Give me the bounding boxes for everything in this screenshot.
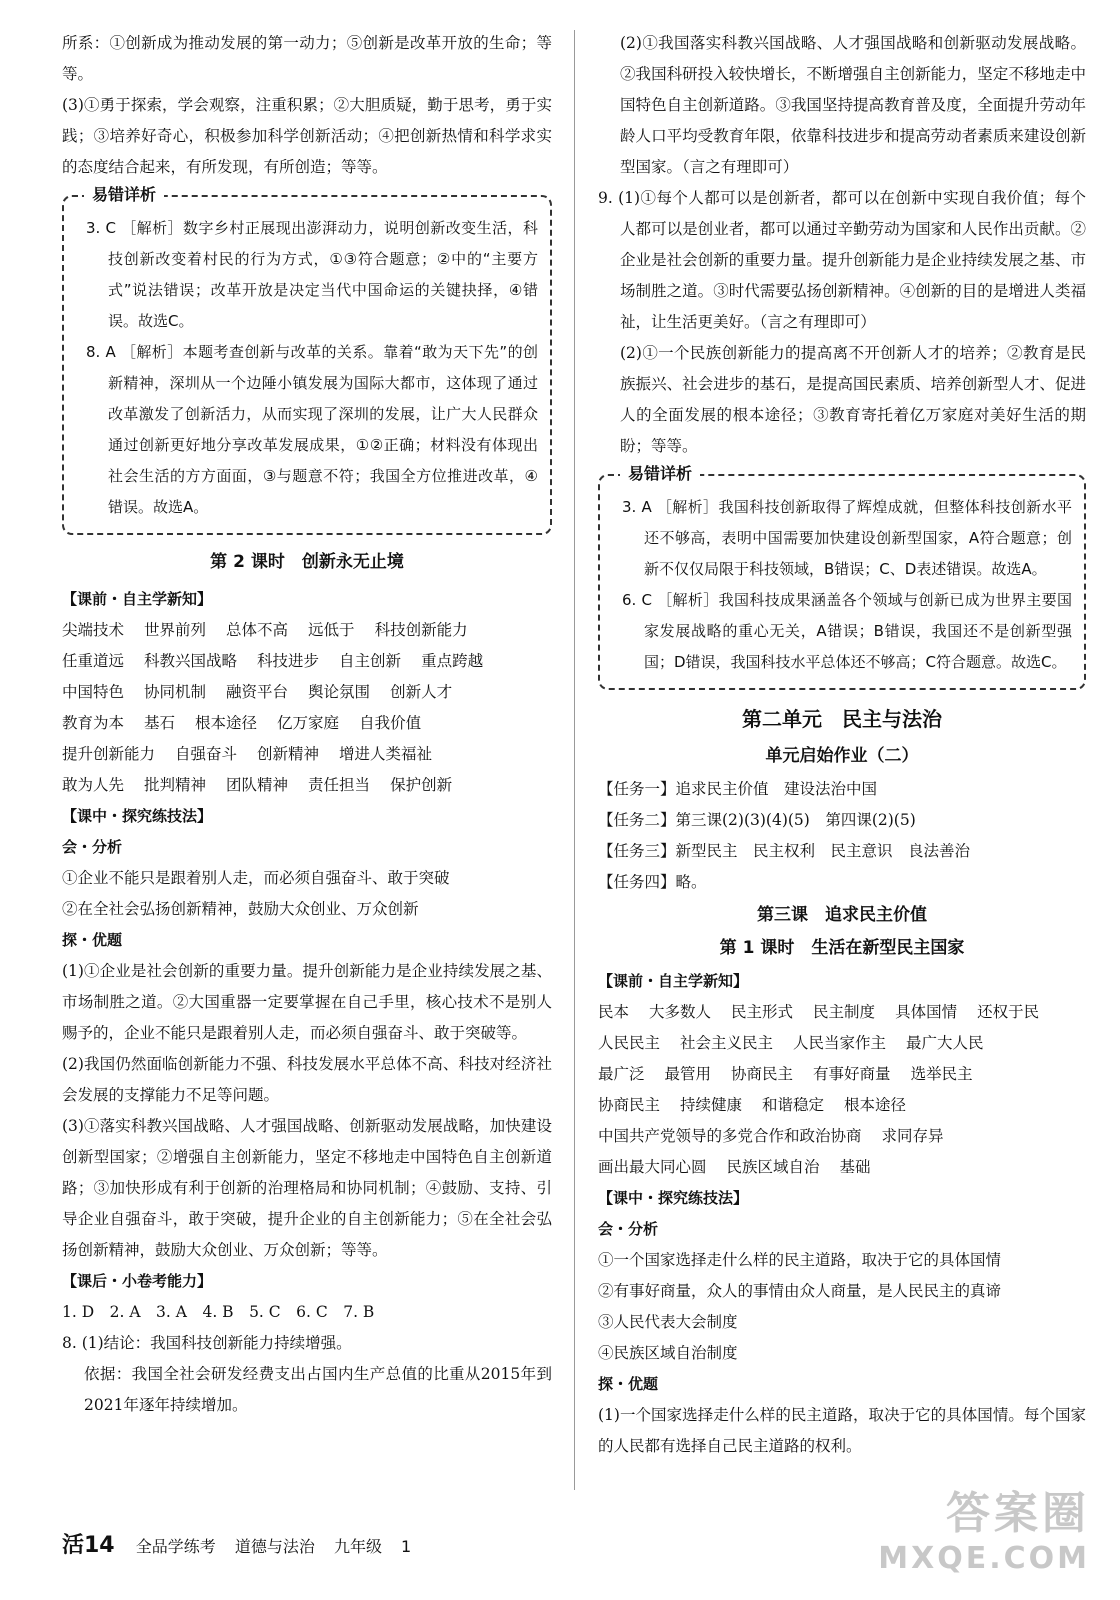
right-in-class-tag: 【课中・探究练技法】 [598, 1189, 749, 1207]
left-error-item-3: 3. C ［解析］数字乡村正展现出澎湃动力，说明创新改变生活，科技创新改变着村民的行为方式，①③符合题意；②中的“主要方式”说法错误；改革开放是决定当代中国命运的关键抉择，④错误。故选C。 [86, 219, 538, 330]
right-error-item-6: 6. C ［解析］我国科技成果涵盖各个领域与创新已成为世界主要国家发展战略的重心无关，A错误；B错误，我国还不是创新型强国；D错误，我国科技水平总体还不够高；C符合题意。故选C。 [622, 591, 1072, 671]
page-number-brand: 活14 [62, 1533, 115, 1558]
keyword: 自主创新 [339, 652, 402, 670]
task-2: 【任务二】第三课(2)(3)(4)(5) 第四课(2)(5) [598, 811, 916, 829]
keyword: 民本 [598, 1003, 630, 1021]
keyword: 根本途径 [844, 1096, 907, 1114]
keyword: 最管用 [664, 1065, 712, 1083]
keyword-row [62, 770, 552, 801]
left-error-item-8: 8. A ［解析］本题考查创新与改革的关系。靠着“敢为天下先”的创新精神，深圳从一个边陲小镇发展为国际大都市，这体现了通过改革激发了创新活力，从而实现了深圳的发展，让广大人民群众通过创新更好地分享改革发展成果，①②正确；材料没有体现出社会生活的方方面面，③与题意不符；我国全方位推进改革，④错误。故选A。 [86, 343, 538, 516]
right-analysis-line-2: ②有事好商量，众人的事情由众人商量，是人民民主的真谛 [598, 1282, 1002, 1300]
left-analysis-label: 会・分析 [62, 838, 123, 856]
keyword: 社会主义民主 [680, 1034, 774, 1052]
keyword: 增进人类福祉 [339, 745, 433, 763]
right-intro: (2)①我国落实科教兴国战略、人才强国战略和创新驱动发展战略。②我国科研投入较快增长，不断增强自主创新能力，坚定不移地走中国特色自主创新道路。③我国坚持提高教育普及度，全面提升劳动年龄人口平均受教育年限，依靠科技进步和提高劳动者素质来建设创新型国家。（言之有理即可） [620, 34, 1086, 176]
keyword-row [62, 739, 552, 770]
left-error-box-label: 易错详析 [84, 184, 164, 206]
keyword-row [62, 615, 552, 646]
right-error-box-label: 易错详析 [620, 463, 700, 485]
right-keywords [598, 997, 1086, 1183]
keyword: 重点跨越 [421, 652, 484, 670]
keyword: 总体不高 [226, 621, 289, 639]
keyword: 尖端技术 [62, 621, 125, 639]
right-column [598, 28, 1086, 1462]
left-explore-para-2: (2)我国仍然面临创新能力不强、科技发展水平总体不高、科技对经济社会发展的支撑能力不足等问题。 [62, 1055, 552, 1104]
keyword: 协同机制 [144, 683, 207, 701]
keyword: 协商民主 [731, 1065, 794, 1083]
keyword: 责任担当 [308, 776, 371, 794]
keyword: 画出最大同心圆 [598, 1158, 707, 1176]
left-intro-1: 所系：①创新成为推动发展的第一动力；⑤创新是改革开放的生命；等等。 [62, 34, 552, 83]
keyword: 民族区域自治 [726, 1158, 820, 1176]
right-sub-lesson-title: 第 1 课时 生活在新型民主国家 [719, 938, 965, 958]
keyword: 科教兴国战略 [144, 652, 238, 670]
left-q8-line-2: 依据：我国全社会研发经费支出占国内生产总值的比重从2015年到2021年逐年持续增加。 [84, 1365, 552, 1414]
unit-start-work-title: 单元启始作业（二） [765, 746, 919, 766]
watermark-main-text: 答案圈 [946, 1488, 1090, 1539]
left-analysis-line-2: ②在全社会弘扬创新精神，鼓励大众创业、万众创新 [62, 900, 419, 918]
keyword: 具体国情 [895, 1003, 958, 1021]
keyword-row [598, 1152, 1086, 1183]
keyword: 舆论氛围 [308, 683, 371, 701]
left-analysis-line-1: ①企业不能只是跟着别人走，而必须自强奋斗、敢于突破 [62, 869, 450, 887]
keyword: 亿万家庭 [277, 714, 340, 732]
volume-label: 1 [401, 1537, 412, 1556]
left-error-analysis-box [62, 185, 552, 535]
right-pre-class-tag: 【课前・自主学新知】 [598, 972, 749, 990]
keyword: 根本途径 [195, 714, 258, 732]
keyword: 提升创新能力 [62, 745, 156, 763]
grade-label: 九年级 [333, 1537, 382, 1556]
keyword: 选举民主 [910, 1065, 973, 1083]
keyword: 民主形式 [731, 1003, 794, 1021]
keyword: 科技进步 [257, 652, 320, 670]
keyword-row [598, 1090, 1086, 1121]
right-explore-label: 探・优题 [598, 1375, 659, 1393]
left-lesson-title: 第 2 课时 创新永无止境 [210, 552, 404, 572]
right-analysis-line-1: ①一个国家选择走什么样的民主道路，取决于它的具体国情 [598, 1251, 1002, 1269]
right-error-item-3: 3. A ［解析］我国科技创新取得了辉煌成就，但整体科技创新水平还不够高，表明中国需要加快建设创新型国家，A符合题意；创新不仅仅局限于科技领域，B错误；C、D表述错误。故选A。 [622, 498, 1072, 578]
left-explore-label: 探・优题 [62, 931, 123, 949]
keyword: 自强奋斗 [175, 745, 238, 763]
book-title: 全品学练考 [135, 1537, 216, 1556]
task-4: 【任务四】略。 [598, 873, 707, 891]
keyword: 批判精神 [144, 776, 207, 794]
right-analysis-line-4: ④民族区域自治制度 [598, 1344, 738, 1362]
left-explore-para-3: (3)①落实科教兴国战略、人才强国战略、创新驱动发展战略，加快建设创新型国家；②增强自主创新能力，坚定不移地走中国特色自主创新道路；③加快形成有利于创新的治理格局和协同机制；④鼓励、支持、引导企业自强奋斗，敢于突破，提升企业的自主创新能力；⑤在全社会弘扬创新精神，鼓励大众创业、万众创新；等等。 [62, 1117, 552, 1259]
right-q9-para-1: 9. (1)①每个人都可以是创新者，都可以在创新中实现自我价值；每个人都可以是创业者，都可以通过辛勤劳动为国家和人民作出贡献。②企业是社会创新的重要力量。提升创新能力是企业持续发展之基、市场制胜之道。③时代需要弘扬创新精神。④创新的目的是增进人类福祉，让生活更美好。（言之有理即可） [598, 189, 1086, 331]
left-keywords [62, 615, 552, 801]
column-divider [574, 30, 575, 1490]
keyword: 远低于 [308, 621, 355, 639]
task-1: 【任务一】追求民主价值 建设法治中国 [598, 780, 878, 798]
keyword: 持续健康 [680, 1096, 743, 1114]
keyword: 协商民主 [598, 1096, 661, 1114]
keyword: 任重道远 [62, 652, 125, 670]
right-explore-para: (1)一个国家选择走什么样的民主道路，取决于它的具体国情。每个国家的人民都有选择自己民主道路的权利。 [598, 1406, 1086, 1455]
keyword: 基石 [144, 714, 176, 732]
left-after-class-tag: 【课后・小卷考能力】 [62, 1272, 213, 1290]
keyword: 保护创新 [390, 776, 453, 794]
right-lesson-title: 第三课 追求民主价值 [757, 905, 927, 925]
keyword: 中国特色 [62, 683, 125, 701]
keyword-row [598, 1121, 1086, 1152]
keyword: 创新精神 [257, 745, 320, 763]
right-analysis-label: 会・分析 [598, 1220, 659, 1238]
keyword-row [598, 997, 1086, 1028]
keyword-row [62, 708, 552, 739]
watermark-url-text: MXQE.COM [878, 1541, 1090, 1576]
right-q9-para-2: (2)①一个民族创新能力的提高离不开创新人才的培养；②教育是民族振兴、社会进步的基石，是提高国民素质、培养创新型人才、促进人的全面发展的根本途径；③教育寄托着亿万家庭对美好生活的期盼；等等。 [620, 344, 1086, 455]
left-in-class-tag: 【课中・探究练技法】 [62, 807, 213, 825]
keyword: 团队精神 [226, 776, 289, 794]
keyword-row [598, 1059, 1086, 1090]
left-column [62, 28, 552, 1421]
left-intro-2: (3)①勇于探索，学会观察，注重积累；②大胆质疑，勤于思考，勇于实践；③培养好奇心，积极参加科学创新活动；④把创新热情和科学求实的态度结合起来，有所发现，有所创造；等等。 [62, 96, 552, 176]
page-footer [62, 1528, 425, 1559]
keyword: 融资平台 [226, 683, 289, 701]
task-3: 【任务三】新型民主 民主权利 民主意识 良法善治 [598, 842, 971, 860]
keyword-row [62, 677, 552, 708]
left-answers: 1. D 2. A 3. A 4. B 5. C 6. C 7. B [62, 1303, 375, 1321]
keyword: 最广泛 [598, 1065, 645, 1083]
keyword: 中国共产党领导的多党合作和政治协商 [598, 1127, 862, 1145]
keyword: 还权于民 [977, 1003, 1040, 1021]
keyword-row [62, 646, 552, 677]
keyword: 自我价值 [359, 714, 422, 732]
left-pre-class-tag: 【课前・自主学新知】 [62, 590, 213, 608]
keyword-row [598, 1028, 1086, 1059]
keyword: 人民民主 [598, 1034, 661, 1052]
keyword: 科技创新能力 [374, 621, 468, 639]
left-explore-para-1: (1)①企业是社会创新的重要力量。提升创新能力是企业持续发展之基、市场制胜之道。②大国重器一定要掌握在自己手里，核心技术不是别人赐予的，企业不能只是跟着别人走，而必须自强奋斗、敢于突破等。 [62, 962, 552, 1042]
subject-name: 道德与法治 [234, 1537, 315, 1556]
keyword: 最广大人民 [906, 1034, 984, 1052]
keyword: 创新人才 [390, 683, 453, 701]
keyword: 教育为本 [62, 714, 125, 732]
keyword: 大多数人 [649, 1003, 712, 1021]
keyword: 敢为人先 [62, 776, 125, 794]
keyword: 有事好商量 [813, 1065, 891, 1083]
watermark-logo [878, 1477, 1090, 1576]
right-error-analysis-box [598, 464, 1086, 690]
keyword: 和谐稳定 [762, 1096, 825, 1114]
keyword: 世界前列 [144, 621, 207, 639]
keyword: 基础 [839, 1158, 871, 1176]
right-analysis-line-3: ③人民代表大会制度 [598, 1313, 738, 1331]
keyword: 民主制度 [813, 1003, 876, 1021]
keyword: 求同存异 [881, 1127, 944, 1145]
unit-title: 第二单元 民主与法治 [742, 707, 942, 731]
keyword: 人民当家作主 [793, 1034, 887, 1052]
left-q8-line-1: 8. (1)结论：我国科技创新能力持续增强。 [62, 1334, 352, 1352]
